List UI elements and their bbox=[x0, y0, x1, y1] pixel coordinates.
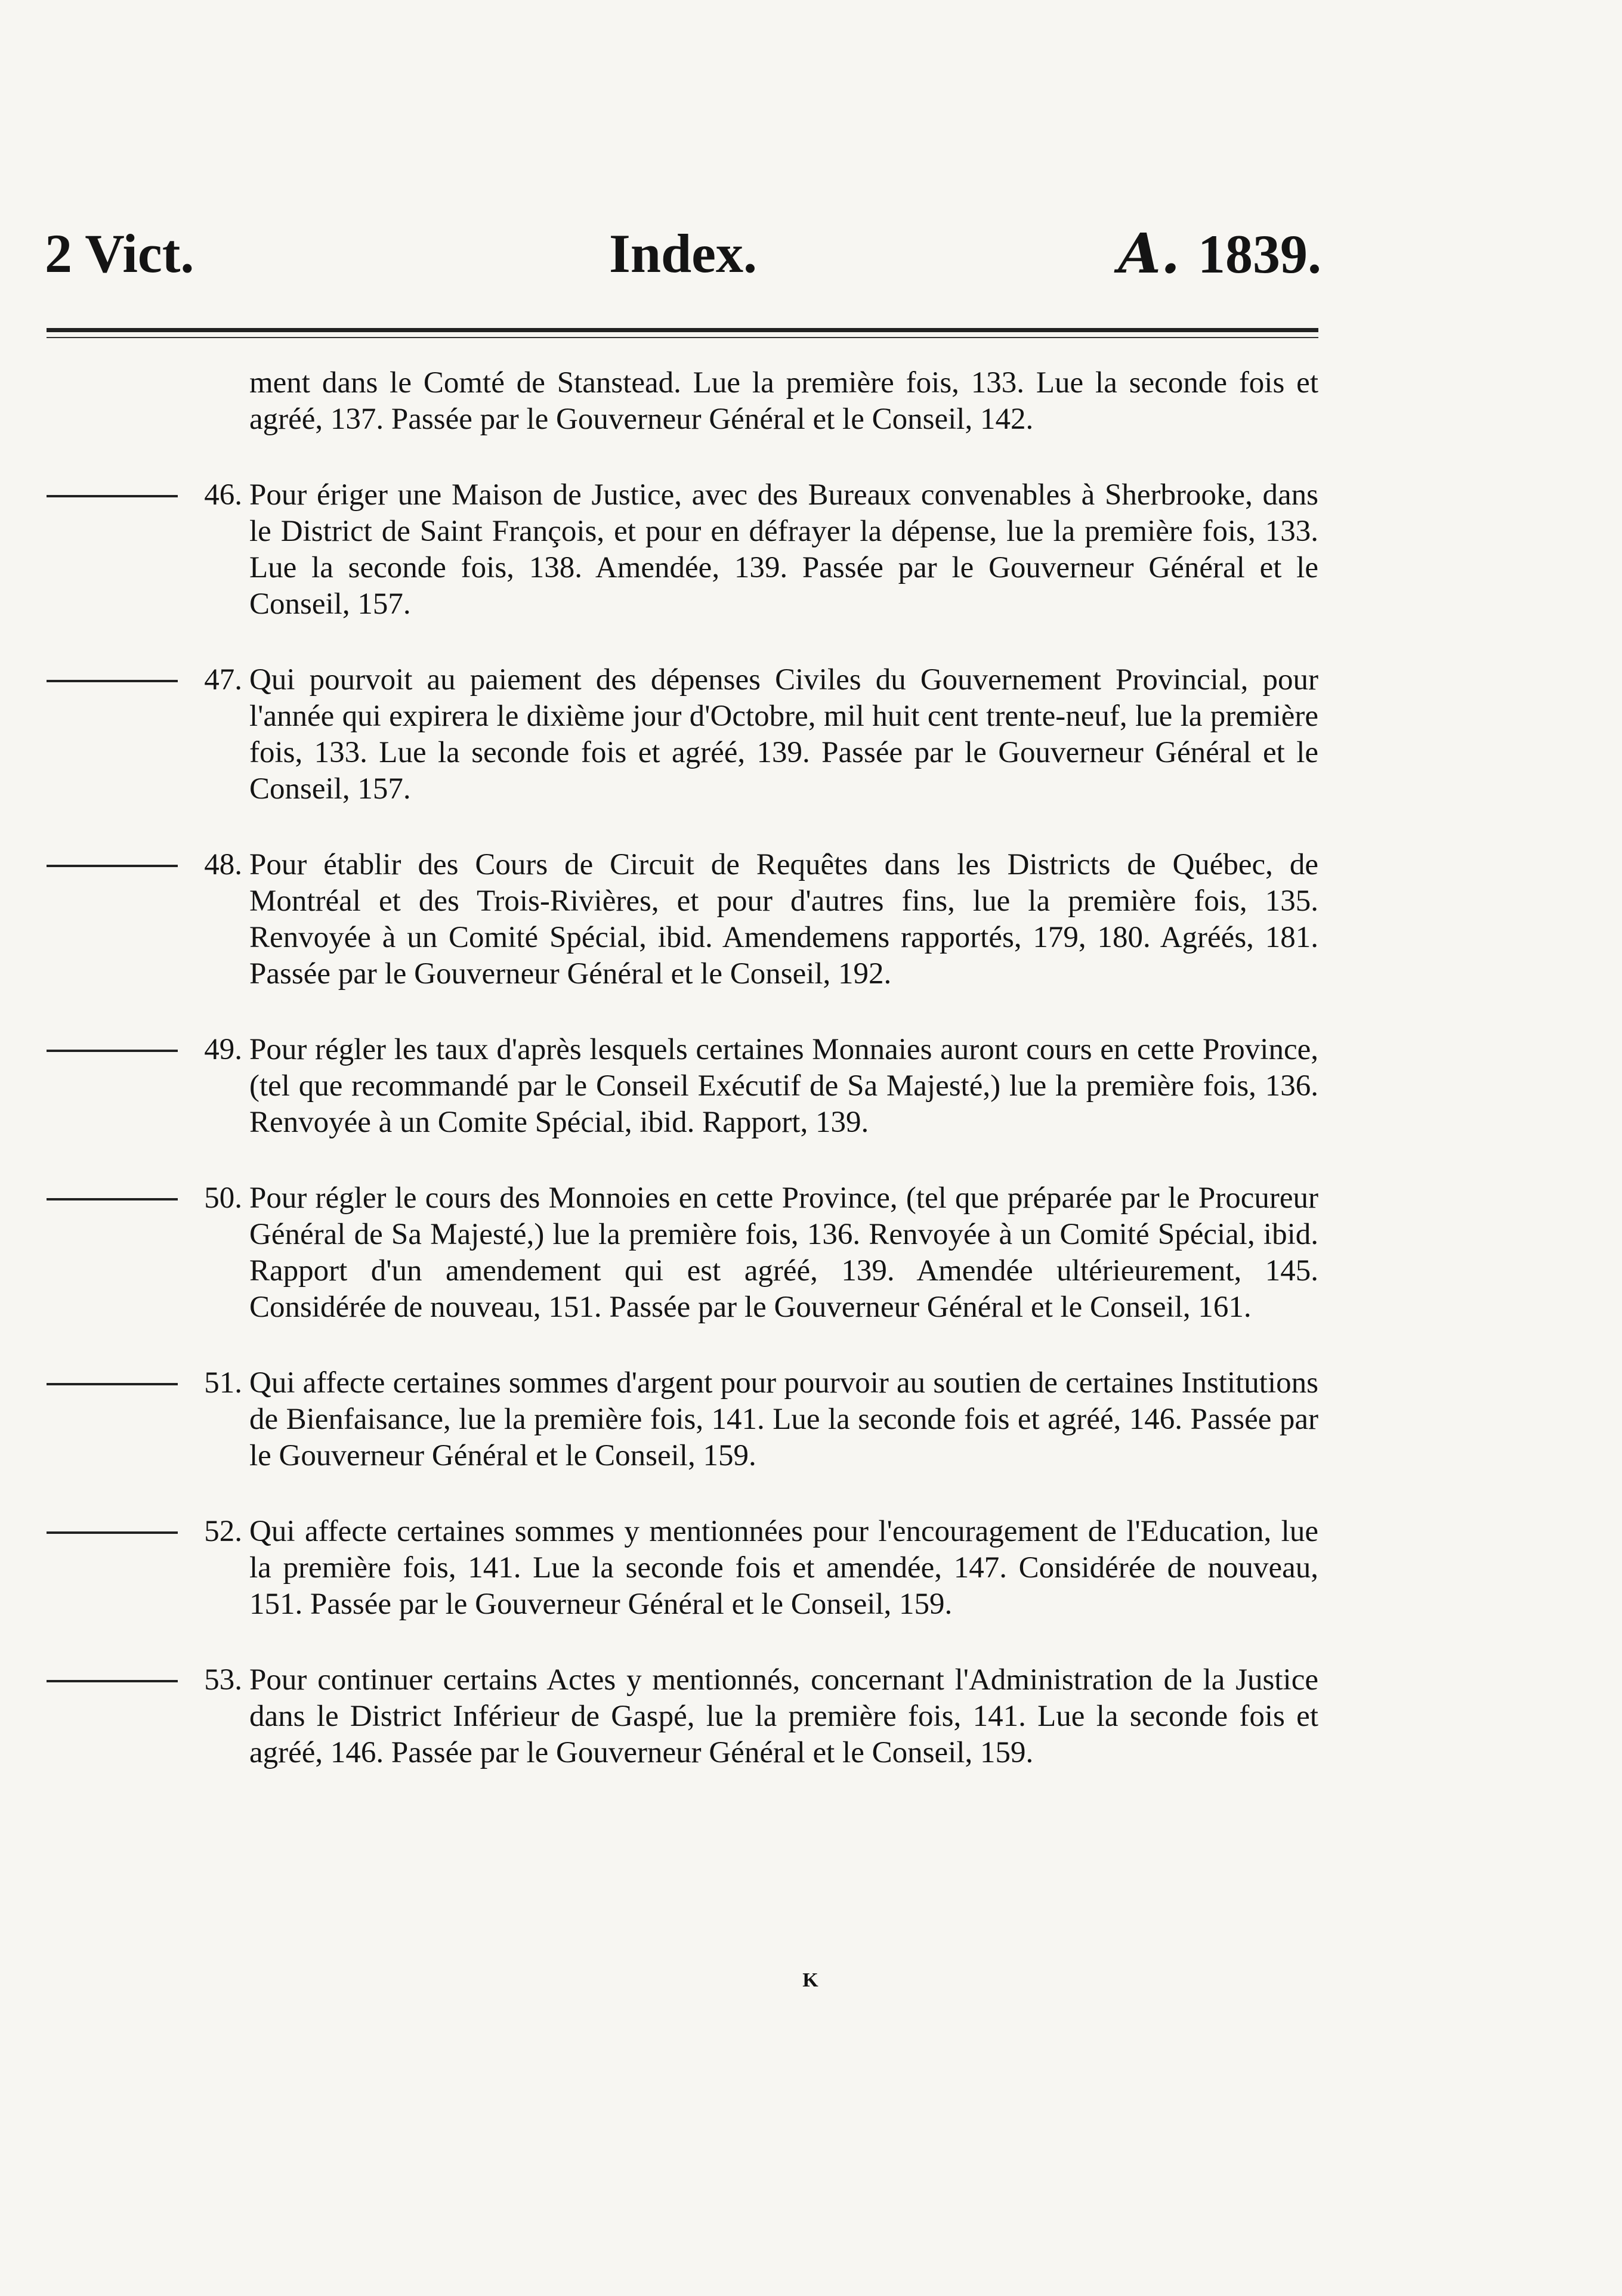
index-entry-47 bbox=[47, 662, 1318, 807]
entry-dash bbox=[47, 1680, 178, 1682]
index-entry-52 bbox=[47, 1514, 1318, 1623]
header-year: 1839. bbox=[1198, 224, 1321, 284]
entry-text: Pour ériger une Maison de Justice, avec des Bureaux convenables à Sherbrooke, dans le District de Saint François, et pour en défrayer la dépense, lue la première fois, 133. Lue la seconde fois, 138. Amendée, 139. Passée par le Gouverneur Général et le Conseil, 157. bbox=[249, 478, 1318, 621]
entry-dash bbox=[47, 1050, 178, 1052]
signature-mark: K bbox=[802, 1969, 820, 1991]
entry-text: Qui affecte certaines sommes y mentionnées pour l'encouragement de l'Education, lue la première fois, 141. Lue la seconde fois et amendée, 147. Considérée de nouveau, 151. Passée par le Gouverneur Général et le Conseil, 159. bbox=[249, 1515, 1318, 1621]
header-rule-thin bbox=[47, 337, 1318, 338]
header-year-block bbox=[1119, 221, 1321, 287]
entry-number: 48. bbox=[204, 848, 242, 881]
entry-number: 51. bbox=[204, 1366, 242, 1400]
index-entry-46 bbox=[47, 477, 1318, 623]
entry-text: Qui affecte certaines sommes d'argent pour pourvoir au soutien de certaines Institutions de Bienfaisance, lue la première fois, 141. Lue la seconde fois et agréé, 146. Passée par le Gouverneur Général et le Conseil, 159. bbox=[249, 1366, 1318, 1472]
entry-number: 46. bbox=[204, 478, 242, 512]
index-entry-48 bbox=[47, 847, 1318, 992]
entry-number: 53. bbox=[204, 1663, 242, 1697]
index-entry-50 bbox=[47, 1180, 1318, 1326]
entry-dash bbox=[47, 495, 178, 497]
entry-text: ment dans le Comté de Stanstead. Lue la première fois, 133. Lue la seconde fois et agréé, 137. Passée par le Gouverneur Général et le Conseil, 142. bbox=[249, 366, 1318, 436]
entry-dash bbox=[47, 680, 178, 682]
entry-text: Qui pourvoit au paiement des dépenses Civiles du Gouvernement Provincial, pour l'année qui expirera le dixième jour d'Octobre, mil huit cent trente-neuf, lue la première fois, 133. Lue la seconde fois et agréé, 139. Passée par le Gouverneur Général et le Conseil, 157. bbox=[249, 663, 1318, 806]
index-entry-53 bbox=[47, 1662, 1318, 1771]
entry-text: Pour régler les taux d'après lesquels certaines Monnaies auront cours en cette Province, (tel que recommandé par le Conseil Exécutif de Sa Majesté,) lue la première fois, 136. Renvoyée à un Comite Spécial, ibid. Rapport, 139. bbox=[249, 1033, 1318, 1139]
index-entries bbox=[47, 365, 1318, 1811]
index-entry-49 bbox=[47, 1032, 1318, 1141]
entry-dash bbox=[47, 865, 178, 867]
entry-text: Pour continuer certains Actes y mentionnés, concernant l'Administration de la Justice dans le District Inférieur de Gaspé, lue la première fois, 141. Lue la seconde fois et agréé, 146. Passée par le Gouverneur Général et le Conseil, 159. bbox=[249, 1663, 1318, 1769]
entry-number: 47. bbox=[204, 663, 242, 697]
entry-text: Pour régler le cours des Monnoies en cette Province, (tel que préparée par le Procureur Général de Sa Majesté,) lue la première fois, 136. Renvoyée à un Comité Spécial, ibid. Rapport d'un amendement qui est agréé, 139. Amendée ultérieurement, 145. Considérée de nouveau, 151. Passée par le Gouverneur Général et le Conseil, 161. bbox=[249, 1181, 1318, 1324]
header-title: Index. bbox=[609, 223, 757, 284]
entry-dash bbox=[47, 1383, 178, 1385]
entry-number: 52. bbox=[204, 1515, 242, 1548]
index-entry-continuation bbox=[47, 365, 1318, 438]
entry-number: 49. bbox=[204, 1033, 242, 1066]
index-entry-51 bbox=[47, 1365, 1318, 1474]
entry-number: 50. bbox=[204, 1181, 242, 1215]
entry-dash bbox=[47, 1198, 178, 1200]
entry-text: Pour établir des Cours de Circuit de Requêtes dans les Districts de Québec, de Montréal et des Trois-Rivières, et pour d'autres fins, lue la première fois, 135. Renvoyée à un Comité Spécial, ibid. Amendemens rapportés, 179, 180. Agréés, 181. Passée par le Gouverneur Général et le Conseil, 192. bbox=[249, 848, 1318, 991]
header-session: 2 Vict. bbox=[45, 223, 194, 284]
header-rule-thick bbox=[47, 328, 1318, 332]
header-annotation: A. bbox=[1118, 221, 1180, 286]
entry-dash bbox=[47, 1531, 178, 1534]
running-header bbox=[45, 221, 1321, 298]
